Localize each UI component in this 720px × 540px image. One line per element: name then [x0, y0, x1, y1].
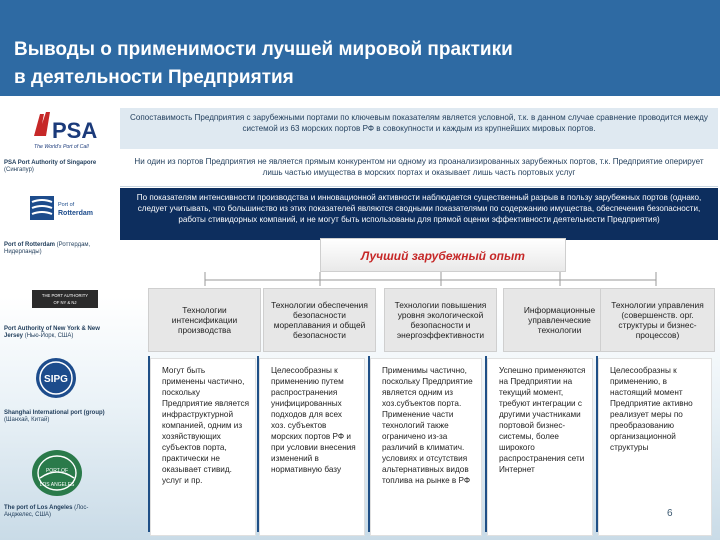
- caption-rotterdam: Port of Rotterdam (Роттердам, Нидерланды): [4, 242, 91, 256]
- desc-ecology: Применимы частично, поскольку Предприятие является одним из хоз.субъектов порта. Применение части технологий также ограничено из-за различий в климатич. условиях и отсутствия альтернативных видов топлива на рынке в РФ: [370, 358, 482, 536]
- caption-ny: Port Authority of New York & New Jersey (Нью-Йорк, США): [4, 326, 100, 340]
- desc-management: Целесообразны к применению, в настоящий момент Предприятие активно реализует меры по преобразованию организационной структуры: [598, 358, 712, 536]
- caption-sipg: Shanghai International port (group) (Шанхай, Китай): [4, 410, 105, 424]
- desc-safety: Целесообразны к применению путем распространения унифицированных подходов для всех хоз. субъектов морских портов РФ и при условии внесения изменений в нормативную базу: [259, 358, 365, 536]
- svg-text:THE PORT AUTHORITY: THE PORT AUTHORITY: [41, 293, 89, 298]
- page-number: 6: [667, 508, 673, 519]
- svg-text:PSA: PSA: [52, 118, 98, 143]
- tech-management: Технологии управления (совершенств. орг. структуры и бизнес-процессов): [600, 288, 715, 352]
- gap-summary-box: По показателям интенсивности производства и инновационной активности наблюдается существенный разрыв в пользу зарубежных портов (однако, следует учитывать, что большинство из этих показателей являются сводными показателями по содержанию имущества, обеспечения безопасности, работы стивидорных компаний, и не могут быть использованы для прямой оценки эффективности деятельности Предприятия): [120, 188, 718, 240]
- svg-text:Port of: Port of: [58, 202, 75, 208]
- tech-safety: Технологии обеспечения безопасности мореплавания и общей безопасности: [263, 288, 376, 352]
- caption-psa: PSA Port Authority of Singapore (Сингапур): [4, 160, 97, 174]
- sipg-logo: [34, 356, 78, 400]
- los-angeles-logo: [30, 448, 84, 498]
- desc-information: Успешно применяются на Предприятии на текущий момент, требуют интеграции с другими участниками портовой бизнес-системы, более широкого распространения сети Интернет: [487, 358, 593, 536]
- best-practice-label: Лучший зарубежный опыт: [320, 238, 566, 272]
- caption-los-angeles: The port of Los Angeles (Лос-Анджелес, США): [4, 505, 89, 519]
- svg-text:SIPG: SIPG: [44, 374, 68, 385]
- tech-ecology: Технологии повышения уровня экологической безопасности и энергоэффективности: [384, 288, 497, 352]
- competition-box: Ни один из портов Предприятия не является прямым конкурентом ни одному из проанализированных зарубежных портов, т.к. Предприятие оперирует лишь частью имущества в морских портах и оказывает лишь часть портовых услуг: [120, 152, 718, 187]
- svg-text:The World's Port of Call: The World's Port of Call: [34, 144, 89, 150]
- tech-intensification: Технологии интенсификации производства: [148, 288, 261, 352]
- title-line-2: в деятельности Предприятия: [14, 67, 294, 88]
- svg-text:Rotterdam: Rotterdam: [58, 210, 94, 217]
- svg-text:PORT OF: PORT OF: [45, 468, 69, 474]
- desc-intensification: Могут быть применены частично, поскольку Предприятие является инфраструктурной компанией, одним из хозяйствующих субъектов порта, практически не оказывает стивид. услуг и пр.: [150, 358, 256, 536]
- svg-text:LOS ANGELES: LOS ANGELES: [39, 482, 75, 488]
- tech-information: Информационные управленческие технологии: [503, 288, 616, 352]
- comparability-box: Сопоставимость Предприятия с зарубежными портами по ключевым показателям является условной, т.к. в данном случае сравнение проводится между системой из 63 морских портов РФ в совокупности и каждым из крупнейших мировых портов.: [120, 108, 718, 149]
- svg-text:OF NY & NJ: OF NY & NJ: [53, 300, 77, 305]
- title-line-1: Выводы о применимости лучшей мировой практики: [14, 39, 513, 60]
